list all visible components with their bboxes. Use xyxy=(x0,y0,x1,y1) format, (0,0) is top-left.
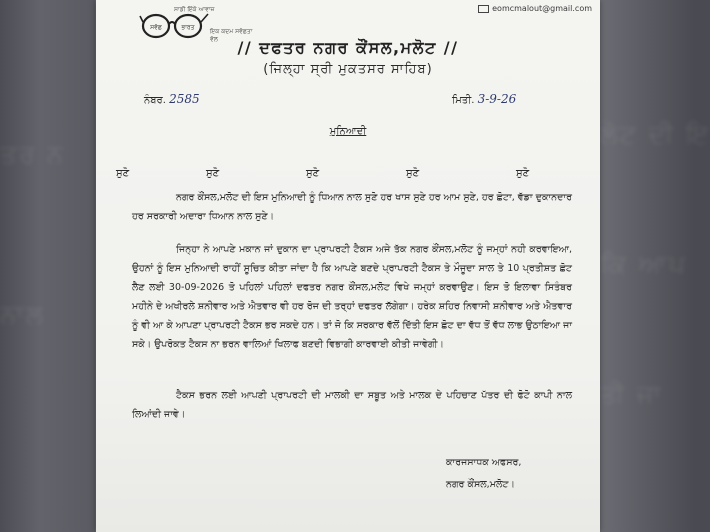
office-title: // ਦਫਤਰ ਨਗਰ ਕੌਂਸਲ,ਮਲੋਟ // xyxy=(237,38,459,57)
background-blurred-text: ਤੀ ਜਾ xyxy=(600,380,664,410)
reference-value: 2585 xyxy=(169,92,200,106)
paragraph-tax-notice: ਜਿਨ੍ਹਾ ਨੇ ਆਪਣੇ ਮਕਾਨ ਜਾਂ ਦੁਕਾਨ ਦਾ ਪ੍ਰਾਪਰਟੀ ਟੈਕਸ ਅਜੇ ਤੱਕ ਨਗਰ ਕੌਂਸਲ,ਮਲੋਟ ਨੂੰ ਜਮ੍ਹਾਂ ਨਹੀ ਕਰਵਾਇਆ, ਉਹਨਾਂ ਨੂੰ ਇਸ ਮੁਨਿਆਦੀ ਰਾਹੀਂ ਸੂਚਿਤ ਕੀਤਾ ਜਾਂਦਾ ਹੈ ਕਿ ਆਪਣੇ ਬਣਦੇ ਪ੍ਰਾਪਰਟੀ ਟੈਕਸ ਤੇ ਮੌਜੂਦਾ ਸਾਲ ਤੇ 10 ਪ੍ਰਤੀਸ਼ਤ ਛੋਟ ਲੈਣ ਲਈ 30-09-2026 ਤੋ ਪਹਿਲਾਂ ਪਹਿਲਾਂ ਦਫਤਰ ਨਗਰ ਕੌਂਸਲ,ਮਲੋਟ ਵਿਖੇ ਜਮ੍ਹਾਂ ਕਰਵਾਉਣ। ਇਸ ਤੋ ਇਲਾਵਾ ਸਿਤੰਬਰ ਮਹੀਨੇ ਦੇ ਅਖੀਰਲੇ ਸ਼ਨੀਵਾਰ ਅਤੇ ਐਤਵਾਰ ਵੀ ਹਰ ਰੋਜ ਦੀ ਤਰ੍ਹਾਂ ਦਫਤਰ ਲੱਗੇਗਾ। ਹਰੇਕ ਸ਼ਹਿਰ ਨਿਵਾਸੀ ਸ਼ਨੀਵਾਰ ਅਤੇ ਐਤਵਾਰ ਨੂੰ ਵੀ ਆ ਕੇ ਆਪਣਾ ਪ੍ਰਾਪਰਟੀ ਟੈਕਸ ਭਰ ਸਕਦੇ ਹਨ। ਤਾਂ ਜੋ ਕਿ ਸਰਕਾਰ ਵੱਲੋਂ ਦਿੱਤੀ ਇਸ ਛੋਟ ਦਾ ਵੱਧ ਤੋਂ ਵੱਧ ਲਾਭ ਉਠਾਇਆ ਜਾ ਸਕੇ। ਉਪਰੋਕਤ ਟੈਕਸ ਨਾ ਭਰਨ ਵਾਲਿਆਂ ਖਿਲਾਫ ਬਣਦੀ ਵਿਭਾਗੀ ਕਾਰਵਾਈ ਕੀਤੀ ਜਾਵੇਗੀ। xyxy=(132,244,572,350)
swachh-bharat-logo xyxy=(140,6,260,42)
mail-icon xyxy=(478,5,489,13)
paragraph-documents: ਟੈਕਸ ਭਰਨ ਲਈ ਆਪਣੀ ਪ੍ਰਾਪਰਟੀ ਦੀ ਮਾਲਕੀ ਦਾ ਸਬੂਤ ਅਤੇ ਮਾਲਕ ਦੇ ਪਹਿਚਾਣ ਪੱਤਰ ਦੀ ਫੋਟੋ ਕਾਪੀ ਨਾਲ ਲਿਆਂਦੀ ਜਾਵੇ। xyxy=(132,390,572,420)
date-label: ਮਿਤੀ xyxy=(452,95,472,106)
district-subtitle: (ਜਿਲ੍ਹਾ ਸ੍ਰੀ ਮੁਕਤਸਰ ਸਾਹਿਬ) xyxy=(263,62,433,77)
listen-word: ਸੁਣੋ xyxy=(206,168,220,179)
email-address: eomcmalout@gmail.com xyxy=(492,4,592,13)
listen-word: ਸੁਣੋ xyxy=(406,168,420,179)
date-field: ਮਿਤੀ. 3-9-26 xyxy=(452,92,517,106)
signature-block xyxy=(446,452,521,496)
background-blurred-text: ਤਰ ਨ xyxy=(0,140,66,170)
glasses-logo-icon xyxy=(140,10,210,40)
listen-word: ਸੁਣੋ xyxy=(116,168,130,179)
document-page xyxy=(96,0,600,532)
logo-subtext: ਇਕ ਕਦਮ ਸਵੱਛਤਾ ਵੱਲ xyxy=(210,28,253,43)
background-blurred-text: ਕਿ ਆਪ xyxy=(600,250,688,280)
logo-left-word: ਸਵੱਛ xyxy=(150,24,162,31)
email-line xyxy=(478,4,592,13)
logo-right-word: ਭਾਰਤ xyxy=(181,24,195,31)
signature-designation: ਕਾਰਜਸਾਧਕ ਅਫਸਰ, xyxy=(446,457,522,468)
reference-label: ਨੰਬਰ xyxy=(144,95,163,106)
listen-word: ਸੁਣੋ xyxy=(516,168,530,179)
background-blurred-text: ਲੋਟ ਦੀ ਇ xyxy=(600,120,710,150)
reference-number: ਨੰਬਰ. 2585 xyxy=(144,92,200,106)
notice-heading: ਮੁਨਿਆਦੀ xyxy=(329,126,367,137)
listen-word: ਸੁਣੋ xyxy=(306,168,320,179)
date-value: 3-9-26 xyxy=(477,92,517,106)
logo-tagline: ਸਾਡੀ ਇੱਕੋ ਆਵਾਜ਼ xyxy=(174,6,215,13)
paragraph-intro: ਨਗਰ ਕੌਂਸਲ,ਮਲੋਟ ਦੀ ਇਸ ਮੁਨਿਆਦੀ ਨੂੰ ਧਿਆਨ ਨਾਲ ਸੁਣੋ ਹਰ ਖਾਸ ਸੁਣੇ ਹਰ ਆਮ ਸੁਣੇ, ਹਰ ਛੋਟਾ, ਵੱਡਾ ਦੁਕਾਨਦਾਰ ਹਰ ਸਰਕਾਰੀ ਅਦਾਰਾ ਧਿਆਨ ਨਾਲ ਸੁਣੇ। xyxy=(132,192,572,222)
signature-office: ਨਗਰ ਕੌਂਸਲ,ਮਲੋਟ। xyxy=(446,479,515,490)
background-blurred-text: ਨਾਲ xyxy=(0,300,46,330)
